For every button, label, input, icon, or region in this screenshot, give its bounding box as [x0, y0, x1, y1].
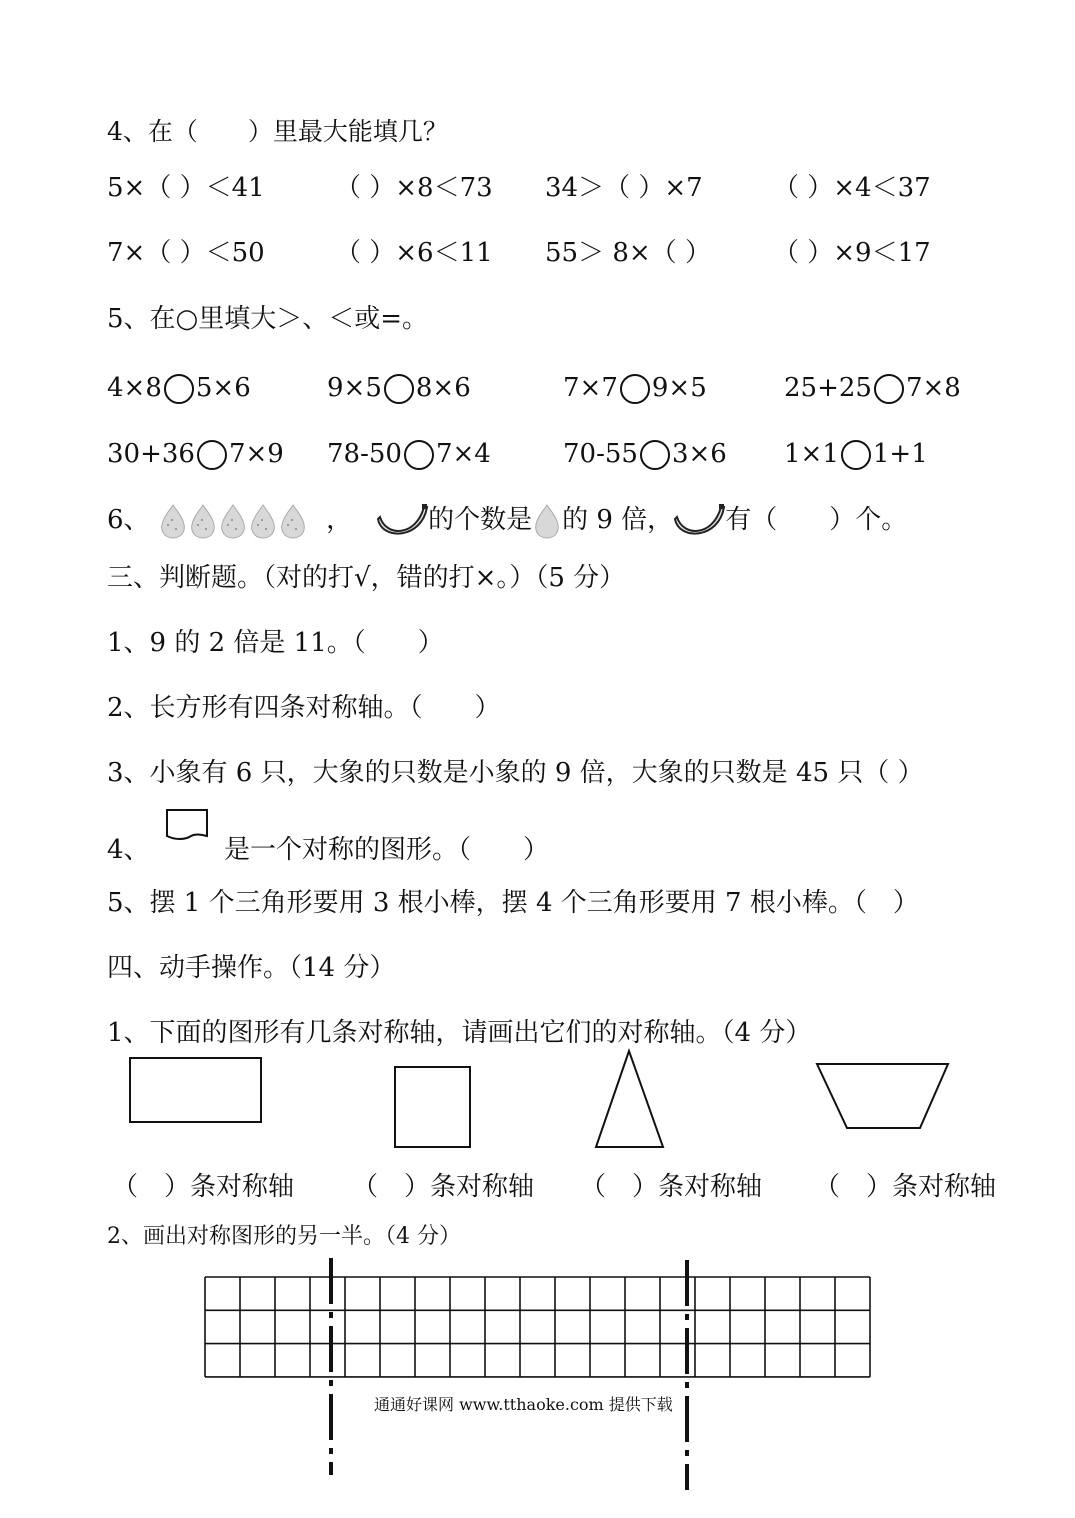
compare-left: 4×8: [107, 373, 162, 403]
compare-right: 1+1: [872, 439, 928, 469]
compare-right: 7×9: [228, 439, 284, 469]
q6-prefix: 6、: [107, 505, 150, 535]
compare-right: 8×6: [415, 373, 471, 403]
judge-item-2: 2、长方形有四条对称轴。（ ）: [107, 693, 501, 723]
section4-q2: 2、画出对称图形的另一半。（4 分）: [107, 1224, 461, 1249]
q4-r2-c2: （ ）×6＜11: [335, 238, 493, 268]
q5-title: 5、在○里填大＞、＜或=。: [107, 304, 429, 334]
judge-item-4-label: 4、: [107, 835, 150, 865]
axis-answer-3: （ ）条对称轴: [580, 1172, 763, 1202]
q4-r1-c4: （ ）×4＜37: [773, 173, 931, 203]
compare-left: 30+36: [107, 439, 195, 469]
judge-item-4-text: 是一个对称的图形。（ ）: [224, 835, 550, 865]
axis-answer-1: （ ）条对称轴: [112, 1172, 295, 1202]
q4-r1-c1: 5×（ ）＜41: [107, 173, 265, 203]
q6-text2: 的 9 倍，: [562, 505, 674, 535]
judge-item-1: 1、9 的 2 倍是 11。（ ）: [107, 628, 444, 658]
compare-right: 5×6: [195, 373, 251, 403]
compare-left: 25+25: [784, 373, 872, 403]
q6-text3: 有（ ）个。: [725, 505, 908, 535]
q4-r1-c3: 34＞（ ）×7: [545, 173, 703, 203]
q4-r2-c1: 7×（ ）＜50: [107, 238, 265, 268]
compare-right: 7×4: [435, 439, 491, 469]
axis-answer-2: （ ）条对称轴: [352, 1172, 535, 1202]
q4-title: 4、在（ ）里最大能填几？: [107, 117, 448, 146]
section4-title: 四、动手操作。（14 分）: [107, 953, 396, 983]
compare-left: 9×5: [327, 373, 382, 403]
judge-item-5: 5、摆 1 个三角形要用 3 根小棒，摆 4 个三角形要用 7 根小棒。（ ）: [107, 888, 919, 918]
compare-left: 1×1: [784, 439, 839, 469]
compare-right: 7×8: [905, 373, 961, 403]
section4-q1: 1、下面的图形有几条对称轴，请画出它们的对称轴。（4 分）: [107, 1018, 812, 1048]
axis-answer-4: （ ）条对称轴: [814, 1172, 997, 1202]
judge-item-3: 3、小象有 6 只，大象的只数是小象的 9 倍，大象的只数是 45 只（ ）: [107, 758, 924, 788]
section3-title: 三、判断题。（对的打√，错的打×。）（5 分）: [107, 563, 626, 593]
q6-text1: 的个数是: [428, 505, 533, 535]
q6-comma: ，: [326, 505, 353, 535]
q4-r2-c4: （ ）×9＜17: [773, 238, 931, 268]
compare-right: 3×6: [671, 439, 727, 469]
footer-text: 通通好课网 www.tthaoke.com 提供下载: [374, 1395, 673, 1414]
q4-r1-c2: （ ）×8＜73: [335, 173, 493, 203]
q4-r2-c3: 55＞ 8×（ ）: [545, 238, 711, 268]
compare-right: 9×5: [651, 373, 707, 403]
compare-left: 70-55: [563, 439, 638, 469]
compare-left: 7×7: [563, 373, 618, 403]
compare-left: 78-50: [327, 439, 402, 469]
